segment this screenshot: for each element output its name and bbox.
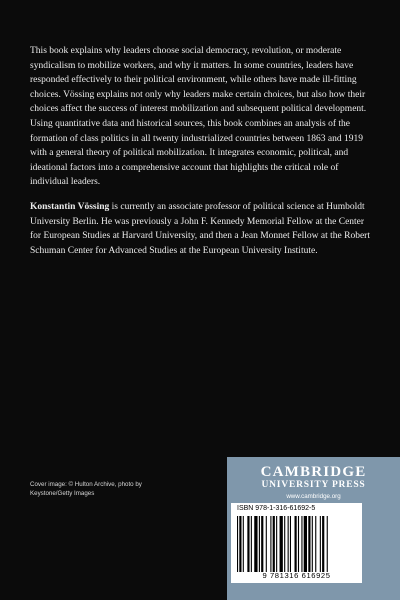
isbn-label: ISBN 978-1-316-61692-5 (237, 505, 316, 512)
back-cover-blurb (30, 44, 374, 268)
author-bio-text: is currently an associate professor of political science at Humboldt University Berlin. He was previously a John F. Kennedy Memorial Fellow at the Center for European Studies at Harvard University, and then a Jean Monnet Fellow at the Robert Schuman Center for Advanced Studies at the European University Institute. (30, 201, 370, 256)
summary-paragraph: This book explains why leaders choose social democracy, revolution, or moderate syndicalism to mobilize workers, and why it matters. In some countries, leaders have responded effectively to their political environment, while others have made ill-fitting choices. Vössing explains not only why leaders make certain choices, but also how their choices affect the success of interest mobilization and subsequent political development. Using quantitative data and historical sources, this book combines an analysis of the formation of class politics in all twenty industrialized countries between 1863 and 1919 with a general theory of political mobilization. It integrates economic, political, and ideational factors into a comprehensive account that highlights the critical role of individual leaders. (30, 46, 367, 188)
publisher-subtitle: UNIVERSITY PRESS (261, 480, 366, 490)
publisher-website: www.cambridge.org (286, 493, 341, 500)
barcode-icon (237, 516, 356, 572)
barcode-panel (231, 503, 362, 583)
cover-image-credit (30, 480, 190, 498)
author-name: Konstantin Vössing (30, 201, 110, 212)
publisher-name: CAMBRIDGE (260, 464, 367, 480)
credit-line-1: Cover image: © Hulton Archive, photo by (30, 481, 142, 488)
author-bio-paragraph (30, 200, 374, 258)
credit-line-2: Keystone/Getty Images (30, 490, 95, 497)
barcode-digits: 9 781316 616925 (262, 571, 331, 580)
